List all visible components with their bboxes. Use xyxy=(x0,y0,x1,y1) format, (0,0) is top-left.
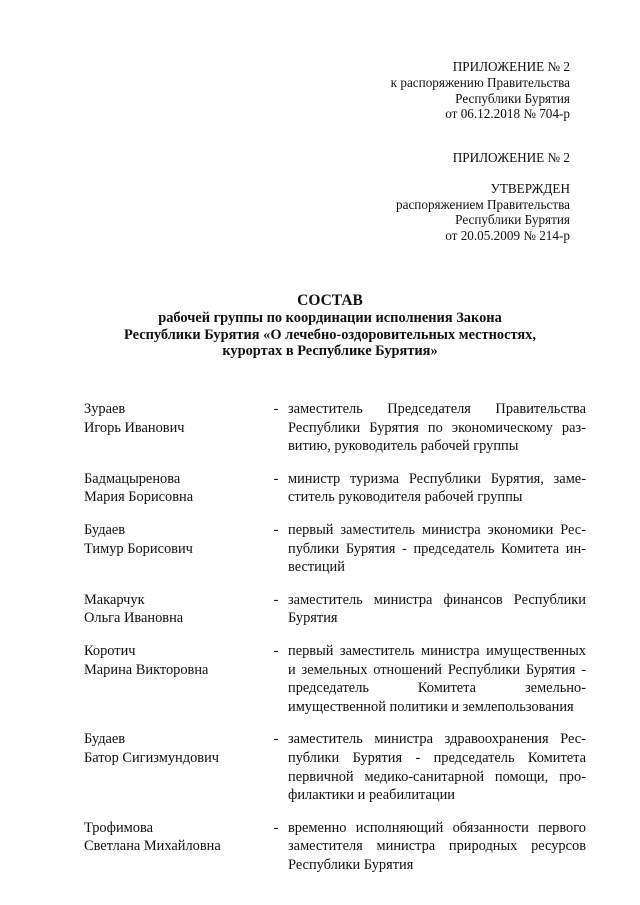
appendix-2-line: распоряжением Правительства xyxy=(396,196,570,212)
member-row xyxy=(84,642,586,716)
member-role: первый заместитель министра имущественных и земельных отношений Республики Бурятия - председатель Комитета земельно-имущественной политики и землепользования xyxy=(288,642,586,715)
member-role: заместитель министра финансов Республики Бурятия xyxy=(288,591,586,627)
member-surname: Трофимова xyxy=(84,819,153,836)
appendix-1-line: ПРИЛОЖЕНИЕ № 2 xyxy=(452,59,570,74)
member-dash: - xyxy=(273,521,279,538)
member-dash: - xyxy=(273,470,279,487)
member-row xyxy=(84,819,586,875)
appendix-2-line: от 20.05.2009 № 214-р xyxy=(445,228,570,244)
member-row xyxy=(84,470,586,507)
member-given-name: Батор Сигизмундович xyxy=(84,749,220,766)
member-surname: Макарчук xyxy=(84,591,145,608)
member-given-name: Мария Борисовна xyxy=(84,489,194,506)
appendix-2-line: Республики Бурятия xyxy=(455,212,570,228)
member-row xyxy=(84,730,586,804)
member-role: временно исполняющий обязанности первого заместителя министра природных ресурсов Республики Бурятия xyxy=(288,819,586,873)
title-line: Республики Бурятия «О лечебно-оздоровительных местностях, xyxy=(124,326,536,343)
member-dash: - xyxy=(273,731,279,748)
member-name xyxy=(84,400,264,456)
title-main: СОСТАВ xyxy=(297,292,363,309)
member-surname: Бадмацыренова xyxy=(84,470,181,487)
member-row xyxy=(84,400,586,456)
member-dash: - xyxy=(273,401,279,417)
spacer xyxy=(84,805,586,819)
member-name xyxy=(84,521,264,577)
appendix-1-line: от 06.12.2018 № 704-р xyxy=(445,106,570,122)
appendix-1-header xyxy=(391,59,570,122)
appendix-2-line: УТВЕРЖДЕН xyxy=(490,180,570,196)
member-surname: Зураев xyxy=(84,401,126,417)
member-row xyxy=(84,591,586,628)
appendix-1-line: Республики Бурятия xyxy=(455,90,570,106)
member-row xyxy=(84,521,586,577)
member-dash: - xyxy=(273,819,279,836)
member-given-name: Ольга Ивановна xyxy=(84,610,184,627)
member-role: заместитель Председателя Правительства Республики Бурятия по экономическому развитию, руководитель рабочей группы xyxy=(288,401,586,455)
member-surname: Будаев xyxy=(84,731,126,748)
member-dash: - xyxy=(273,642,279,659)
spacer xyxy=(84,507,586,521)
member-name xyxy=(84,730,264,804)
member-role: заместитель министра здравоохранения Республики Бурятия - председатель Комитета первичной медико-санитарной помощи, профилактики и реабилитации xyxy=(288,731,586,804)
appendix-2-heading: ПРИЛОЖЕНИЕ № 2 xyxy=(452,150,570,165)
member-given-name: Светлана Михайловна xyxy=(84,838,221,855)
member-surname: Будаев xyxy=(84,521,126,538)
member-given-name: Тимур Борисович xyxy=(84,540,193,557)
appendix-2-header xyxy=(396,150,570,244)
spacer xyxy=(396,166,570,181)
member-dash: - xyxy=(273,591,279,608)
title-line: рабочей группы по координации исполнения Закона xyxy=(158,310,502,326)
member-given-name: Игорь Иванович xyxy=(84,419,185,436)
document-title xyxy=(60,291,600,360)
spacer xyxy=(84,716,586,730)
member-given-name: Марина Викторовна xyxy=(84,661,209,678)
spacer xyxy=(84,456,586,470)
member-name xyxy=(84,819,264,875)
member-name xyxy=(84,642,264,716)
spacer xyxy=(84,577,586,591)
member-name xyxy=(84,591,264,628)
appendix-1-line: к распоряжению Правительства xyxy=(390,74,570,90)
title-line: курортах в Республике Бурятия» xyxy=(222,343,438,359)
member-role: первый заместитель министра экономики Республики Бурятия - председатель Комитета инвестиций xyxy=(288,521,586,576)
member-surname: Коротич xyxy=(84,642,136,659)
member-name xyxy=(84,470,264,507)
spacer xyxy=(84,628,586,642)
members-list xyxy=(84,400,586,874)
member-role: министр туризма Республики Бурятия, заместитель руководителя рабочей группы xyxy=(288,470,586,506)
